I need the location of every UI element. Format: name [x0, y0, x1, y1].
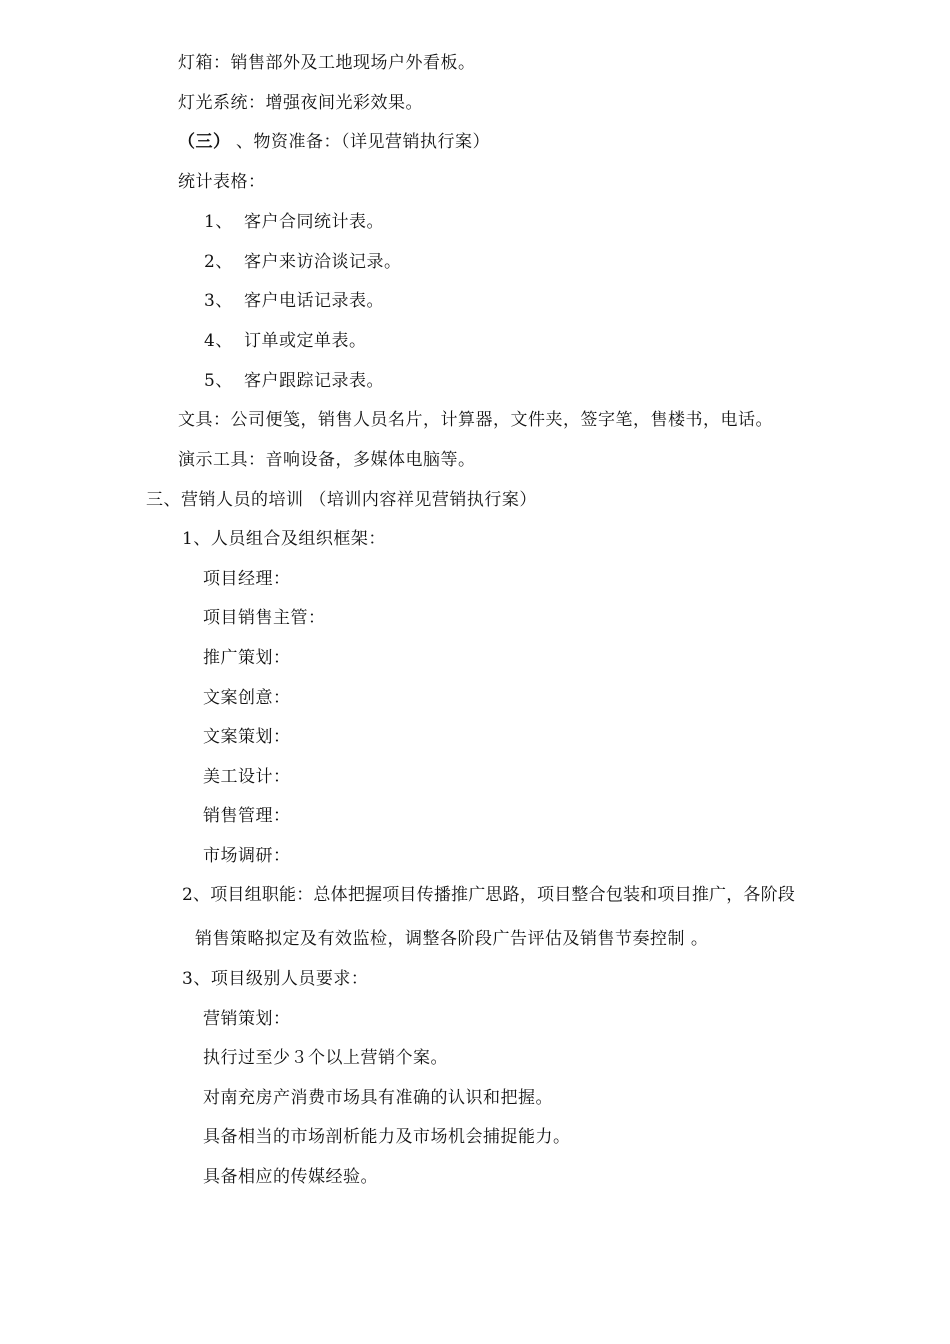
org-heading: 1、人员组合及组织框架：	[182, 529, 386, 549]
list-item-text: 订单或定单表。	[244, 331, 367, 351]
list-item-number: 1、	[204, 212, 233, 232]
list-item	[204, 330, 367, 352]
requirements-role: 营销策划：	[203, 1009, 291, 1029]
list-item-text: 客户来访洽谈记录。	[244, 252, 402, 272]
materials-heading	[178, 131, 490, 153]
materials-heading-number: （三）	[178, 132, 222, 152]
list-item-number: 2、	[204, 252, 233, 272]
role-item: 美工设计：	[203, 767, 291, 787]
requirement-item: 具备相应的传媒经验。	[203, 1167, 378, 1187]
list-item	[204, 211, 384, 233]
materials-heading-text: 、物资准备：（详见营销执行案）	[236, 132, 490, 152]
role-item: 文案创意：	[203, 688, 291, 708]
duty-line-2: 销售策略拟定及有效监检，调整各阶段广告评估及销售节奏控制 。	[195, 929, 709, 949]
training-heading: 三、营销人员的培训 （培训内容祥见营销执行案）	[146, 490, 537, 510]
role-item: 项目销售主管：	[203, 608, 326, 628]
role-item: 销售管理：	[203, 806, 291, 826]
requirement-item: 执行过至少３个以上营销个案。	[203, 1048, 448, 1068]
list-item	[204, 251, 402, 273]
list-item-number: 4、	[204, 331, 233, 351]
role-item: 推广策划：	[203, 648, 291, 668]
stats-label: 统计表格：	[178, 172, 266, 192]
list-item	[204, 290, 384, 312]
list-item-text: 客户合同统计表。	[244, 212, 384, 232]
list-item	[204, 370, 384, 392]
lightbox-line: 灯箱：销售部外及工地现场户外看板。	[178, 53, 476, 73]
role-item: 文案策划：	[203, 727, 291, 747]
duty-line-1: 2、项目组职能：总体把握项目传播推广思路，项目整合包装和项目推广，各阶段	[182, 885, 796, 905]
list-item-number: 5、	[204, 371, 233, 391]
stationery-line: 文具：公司便笺，销售人员名片，计算器，文件夹，签字笔，售楼书，电话。	[178, 410, 773, 430]
lighting-line: 灯光系统：增强夜间光彩效果。	[178, 93, 423, 113]
list-item-number: 3、	[204, 291, 233, 311]
list-item-text: 客户电话记录表。	[244, 291, 384, 311]
requirement-item: 具备相当的市场剖析能力及市场机会捕捉能力。	[203, 1127, 571, 1147]
requirement-item: 对南充房产消费市场具有准确的认识和把握。	[203, 1088, 553, 1108]
requirements-heading: 3、项目级别人员要求：	[182, 969, 369, 989]
list-item-text: 客户跟踪记录表。	[244, 371, 384, 391]
role-item: 项目经理：	[203, 569, 291, 589]
role-item: 市场调研：	[203, 846, 291, 866]
demo-tools-line: 演示工具：音响设备，多媒体电脑等。	[178, 450, 476, 470]
